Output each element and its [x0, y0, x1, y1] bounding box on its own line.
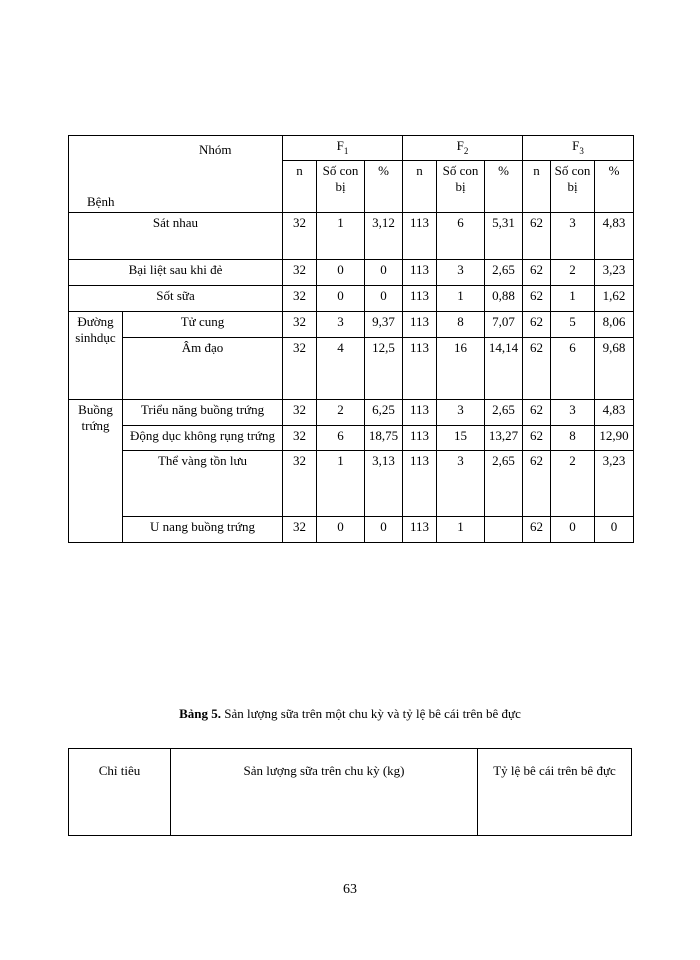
value-cell: 3	[317, 312, 365, 338]
value-cell: 1	[437, 517, 485, 543]
value-cell: 113	[403, 517, 437, 543]
value-cell: 2	[551, 260, 595, 286]
value-cell: 62	[523, 517, 551, 543]
value-cell: 9,37	[365, 312, 403, 338]
group-label-buong: Buồng trứng	[69, 400, 123, 543]
table-caption	[0, 706, 700, 722]
value-cell: 0	[551, 517, 595, 543]
value-cell: 62	[523, 426, 551, 451]
value-cell: 62	[523, 451, 551, 517]
row-label: Âm đạo	[123, 338, 283, 400]
col-header-socon: Số con bị	[551, 161, 595, 213]
value-cell: 32	[283, 338, 317, 400]
table-row	[69, 451, 634, 517]
value-cell: 4	[317, 338, 365, 400]
value-cell: 32	[283, 451, 317, 517]
milk-header-cell: Sản lượng sữa trên chu kỳ (kg)	[171, 749, 478, 836]
value-cell: 0	[317, 517, 365, 543]
value-cell: 1,62	[595, 286, 634, 312]
value-cell: 113	[403, 451, 437, 517]
value-cell: 2,65	[485, 451, 523, 517]
value-cell: 2,65	[485, 260, 523, 286]
value-cell: 62	[523, 338, 551, 400]
group-header-f2: $F_2$	[403, 136, 523, 161]
value-cell: 1	[551, 286, 595, 312]
value-cell: 3,23	[595, 451, 634, 517]
value-cell: 0	[365, 517, 403, 543]
milk-table	[68, 748, 632, 836]
value-cell: 18,75	[365, 426, 403, 451]
value-cell: 113	[403, 426, 437, 451]
value-cell: 6	[437, 213, 485, 260]
row-label: Triểu năng buồng trứng	[123, 400, 283, 426]
value-cell: 3,13	[365, 451, 403, 517]
value-cell: 9,68	[595, 338, 634, 400]
value-cell: 113	[403, 286, 437, 312]
value-cell: 4,83	[595, 400, 634, 426]
value-cell: 62	[523, 400, 551, 426]
disease-table	[68, 135, 634, 543]
row-label: Tử cung	[123, 312, 283, 338]
value-cell: 3,23	[595, 260, 634, 286]
value-cell: 2	[551, 451, 595, 517]
col-header-pct: %	[365, 161, 403, 213]
value-cell: 62	[523, 213, 551, 260]
milk-header-cell: Tỷ lệ bê cái trên bê đực	[478, 749, 632, 836]
table-row	[69, 338, 634, 400]
value-cell: 32	[283, 426, 317, 451]
value-cell: 16	[437, 338, 485, 400]
value-cell: 32	[283, 286, 317, 312]
value-cell: 6	[551, 338, 595, 400]
table-row	[69, 400, 634, 426]
table-row	[69, 286, 634, 312]
value-cell: 32	[283, 312, 317, 338]
page-number: 63	[343, 882, 357, 897]
value-cell: 113	[403, 400, 437, 426]
col-header-n: n	[523, 161, 551, 213]
table-row	[69, 260, 634, 286]
value-cell: 6,25	[365, 400, 403, 426]
value-cell: 32	[283, 517, 317, 543]
value-cell: 113	[403, 312, 437, 338]
value-cell: 0	[365, 260, 403, 286]
value-cell: 3	[551, 400, 595, 426]
milk-header-cell: Chỉ tiêu	[69, 749, 171, 836]
value-cell: 0	[595, 517, 634, 543]
row-label: Động dục không rụng trứng	[123, 426, 283, 451]
value-cell: 7,07	[485, 312, 523, 338]
value-cell: 14,14	[485, 338, 523, 400]
col-header-socon: Số con bị	[437, 161, 485, 213]
value-cell: 113	[403, 213, 437, 260]
group-header-f1: $F_1$	[283, 136, 403, 161]
table-row	[69, 517, 634, 543]
col-header-n: n	[283, 161, 317, 213]
value-cell: 62	[523, 260, 551, 286]
value-cell: 62	[523, 312, 551, 338]
value-cell: 2,65	[485, 400, 523, 426]
corner-top-label: Nhóm	[199, 142, 232, 157]
row-label: U nang buồng trứng	[123, 517, 283, 543]
row-label: Thể vàng tồn lưu	[123, 451, 283, 517]
caption-text: Sản lượng sữa trên một chu kỳ và tỷ lệ bê cái trên bê đực	[221, 706, 521, 721]
milk-header-row	[69, 749, 632, 836]
value-cell: 0,88	[485, 286, 523, 312]
value-cell: 1	[317, 213, 365, 260]
value-cell: 0	[317, 260, 365, 286]
value-cell: 0	[365, 286, 403, 312]
group-header-f3: $F_3$	[523, 136, 634, 161]
value-cell: 113	[403, 338, 437, 400]
value-cell: 3,12	[365, 213, 403, 260]
value-cell: 32	[283, 400, 317, 426]
value-cell: 5	[551, 312, 595, 338]
table-row	[69, 213, 634, 260]
value-cell: 8,06	[595, 312, 634, 338]
value-cell: 32	[283, 260, 317, 286]
row-label: Sốt sữa	[69, 286, 283, 312]
col-header-socon: Số con bị	[317, 161, 365, 213]
col-header-n: n	[403, 161, 437, 213]
value-cell: 1	[317, 451, 365, 517]
value-cell: 12,5	[365, 338, 403, 400]
value-cell: 0	[317, 286, 365, 312]
value-cell: 3	[551, 213, 595, 260]
table-row	[69, 312, 634, 338]
value-cell: 4,83	[595, 213, 634, 260]
value-cell: 12,90	[595, 426, 634, 451]
value-cell: 3	[437, 400, 485, 426]
row-label: Bại liệt sau khi đẻ	[69, 260, 283, 286]
caption-label: Bảng 5.	[179, 706, 222, 721]
value-cell: 13,27	[485, 426, 523, 451]
corner-cell	[69, 136, 283, 213]
value-cell: 8	[437, 312, 485, 338]
value-cell: 6	[317, 426, 365, 451]
row-label: Sát nhau	[69, 213, 283, 260]
value-cell	[485, 517, 523, 543]
value-cell: 5,31	[485, 213, 523, 260]
value-cell: 32	[283, 213, 317, 260]
group-label-duong: Đường sinhdục	[69, 312, 123, 400]
corner-bottom-label: Bệnh	[87, 194, 115, 209]
col-header-pct: %	[595, 161, 634, 213]
value-cell: 62	[523, 286, 551, 312]
value-cell: 1	[437, 286, 485, 312]
value-cell: 8	[551, 426, 595, 451]
value-cell: 15	[437, 426, 485, 451]
table-row	[69, 426, 634, 451]
value-cell: 113	[403, 260, 437, 286]
value-cell: 3	[437, 260, 485, 286]
header-row-1	[69, 136, 634, 161]
col-header-pct: %	[485, 161, 523, 213]
value-cell: 2	[317, 400, 365, 426]
value-cell: 3	[437, 451, 485, 517]
